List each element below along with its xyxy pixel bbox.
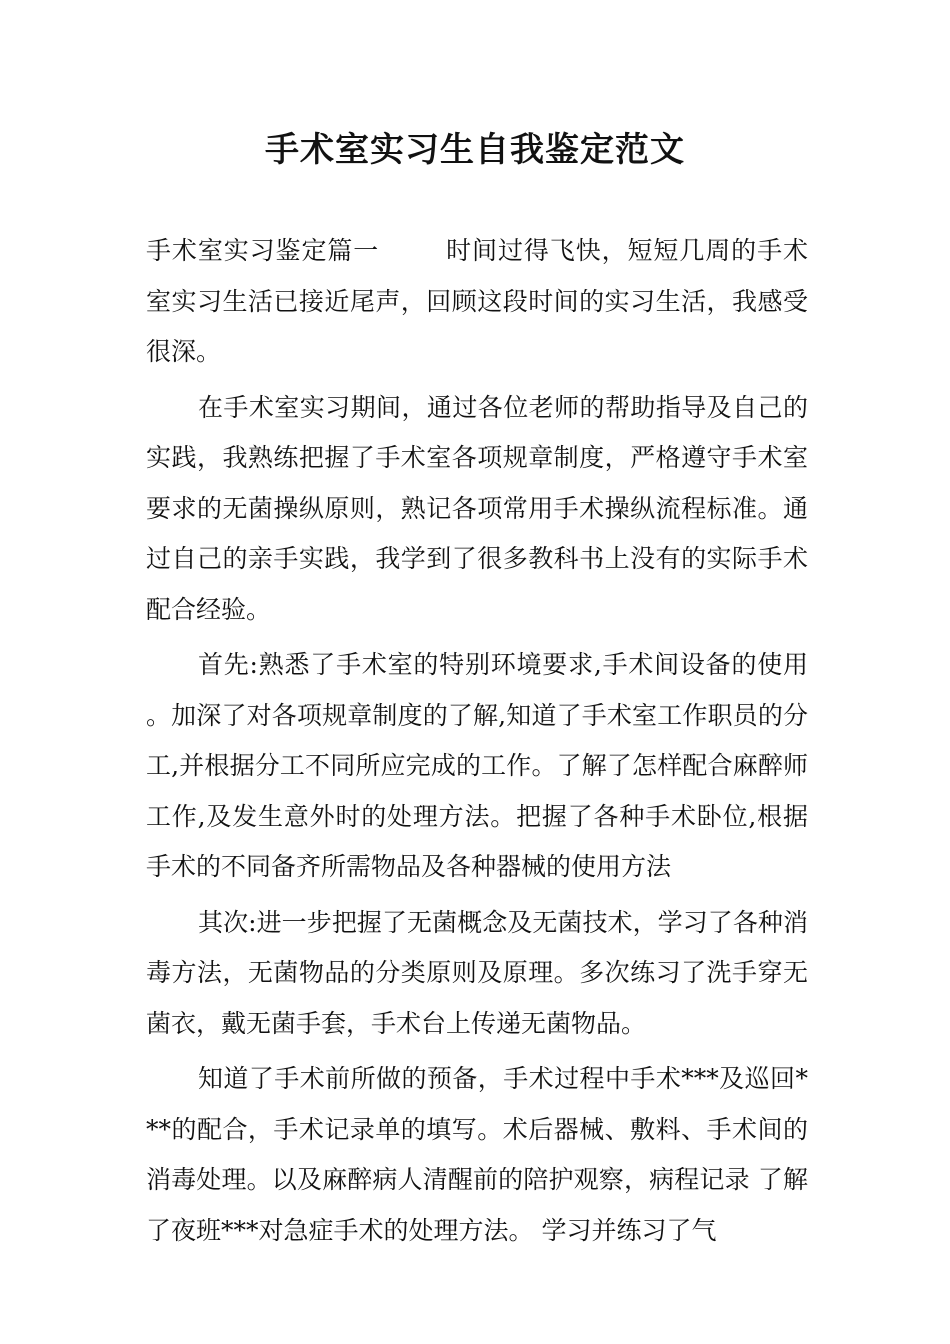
document-title: 手术室实习生自我鉴定范文 xyxy=(265,130,685,170)
paragraph-5: 知道了手术前所做的预备，手术过程中手术***及巡回***的配合，手术记录单的填写。术后器械、敷料、手术间的消毒处理。以及麻醉病人清醒前的陪护观察，病程记录 了解了夜班***对急症手术的处理方法。 学习并练习了气 xyxy=(146,1064,808,1245)
document-body xyxy=(146,226,808,1261)
section-heading: 手术室实习鉴定篇一 xyxy=(146,236,380,265)
paragraph-text: 时间过得飞快，短短几周的手术室实习生活已接近尾声，回顾这段时间的实习生活，我感受很深。 xyxy=(146,236,808,366)
paragraph-2: 在手术室实习期间，通过各位老师的帮助指导及自己的实践，我熟练把握了手术室各项规章制度，严格遵守手术室要求的无菌操纵原则，熟记各项常用手术操纵流程标准。通过自己的亲手实践，我学到了很多教科书上没有的实际手术配合经验。 xyxy=(146,392,808,624)
paragraph-1 xyxy=(146,226,808,378)
paragraph-4: 其次:进一步把握了无菌概念及无菌技术，学习了各种消毒方法，无菌物品的分类原则及原理。多次练习了洗手穿无菌衣，戴无菌手套，手术台上传递无菌物品。 xyxy=(146,907,808,1038)
paragraph-3: 首先:熟悉了手术室的特别环境要求,手术间设备的使用。加深了对各项规章制度的了解,知道了手术室工作职员的分工,并根据分工不同所应完成的工作。了解了怎样配合麻醉师工作,及发生意外时的处理方法。把握了各种手术卧位,根据手术的不同备齐所需物品及各种器械的使用方法 xyxy=(146,650,808,881)
